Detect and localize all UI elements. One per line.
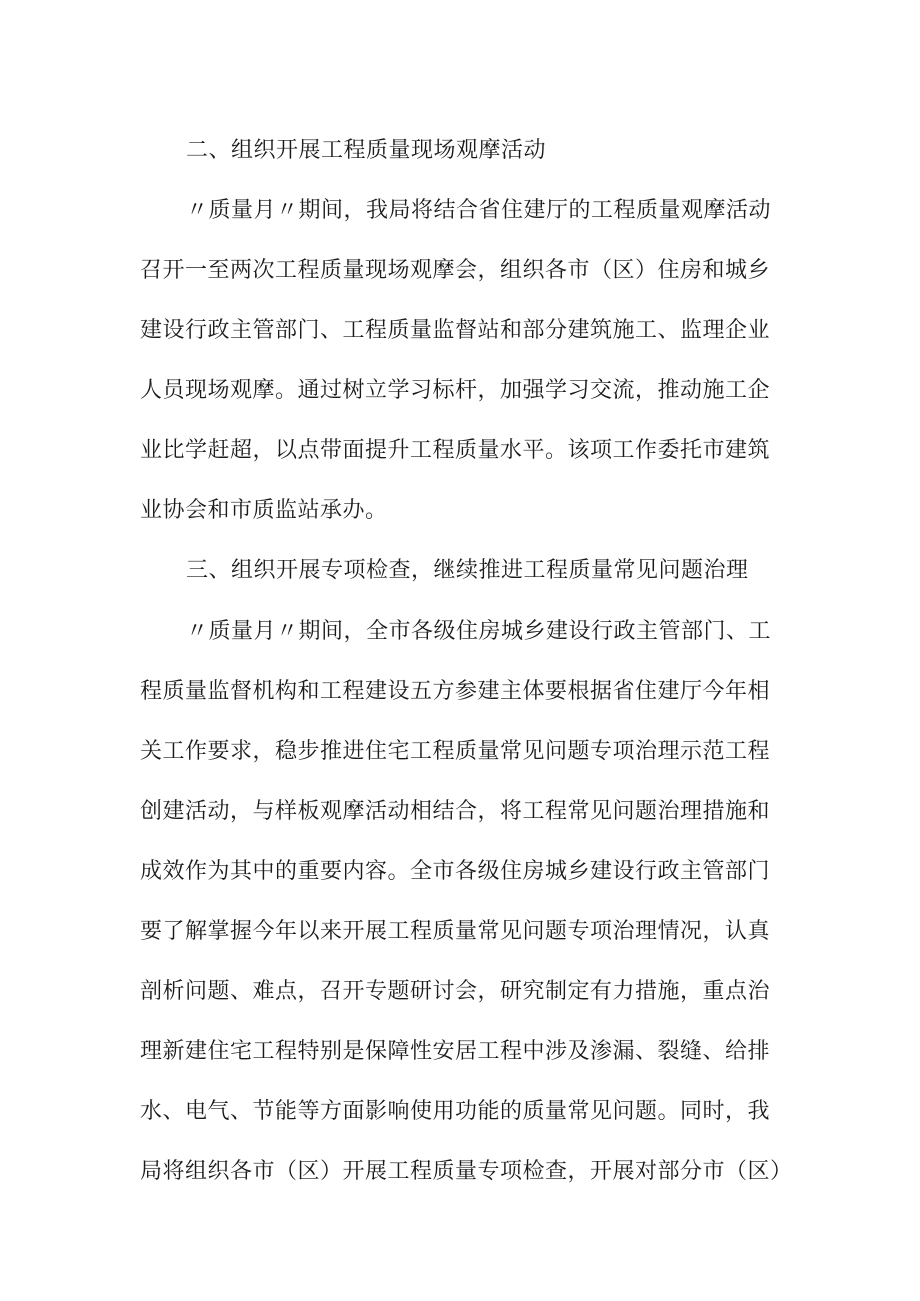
paragraph-1-line-2: 召开一至两次工程质量现场观摩会，组织各市（区）住房和城乡 bbox=[140, 258, 771, 283]
paragraph-2-line-6: 要了解掌握今年以来开展工程质量常见问题专项治理情况，认真 bbox=[140, 919, 771, 944]
paragraph-2-line-8: 理新建住宅工程特别是保障性安居工程中涉及渗漏、裂缝、给排 bbox=[140, 1039, 771, 1064]
paragraph-2-line-7: 剖析问题、难点，召开专题研讨会，研究制定有力措施，重点治 bbox=[140, 979, 771, 1004]
paragraph-1-line-5: 业比学赶超，以点带面提升工程质量水平。该项工作委托市建筑 bbox=[140, 438, 771, 463]
paragraph-2-line-1: 〃质量月〃期间，全市各级住房城乡建设行政主管部门、工 bbox=[186, 619, 772, 644]
paragraph-2-line-9: 水、电气、节能等方面影响使用功能的质量常见问题。同时，我 bbox=[140, 1099, 771, 1124]
section-heading-3: 三、组织开展专项检查，继续推进工程质量常见问题治理 bbox=[186, 558, 749, 583]
paragraph-2-line-5: 成效作为其中的重要内容。全市各级住房城乡建设行政主管部门 bbox=[140, 859, 771, 884]
paragraph-1-line-3: 建设行政主管部门、工程质量监督站和部分建筑施工、监理企业 bbox=[140, 318, 771, 343]
paragraph-2-line-2: 程质量监督机构和工程建设五方参建主体要根据省住建厅今年相 bbox=[140, 679, 771, 704]
paragraph-2-line-10: 局将组织各市（区）开展工程质量专项检查，开展对部分市（区） bbox=[140, 1159, 793, 1184]
paragraph-2-line-3: 关工作要求，稳步推进住宅工程质量常见问题专项治理示范工程 bbox=[140, 739, 771, 764]
section-heading-2: 二、组织开展工程质量现场观摩活动 bbox=[186, 138, 547, 163]
paragraph-1-line-1: 〃质量月〃期间，我局将结合省住建厅的工程质量观摩活动 bbox=[186, 198, 772, 223]
paragraph-1-line-6: 业协会和市质监站承办。 bbox=[140, 498, 388, 523]
paragraph-1-line-4: 人员现场观摩。通过树立学习标杆，加强学习交流，推动施工企 bbox=[140, 378, 771, 403]
paragraph-2-line-4: 创建活动，与样板观摩活动相结合，将工程常见问题治理措施和 bbox=[140, 799, 771, 824]
